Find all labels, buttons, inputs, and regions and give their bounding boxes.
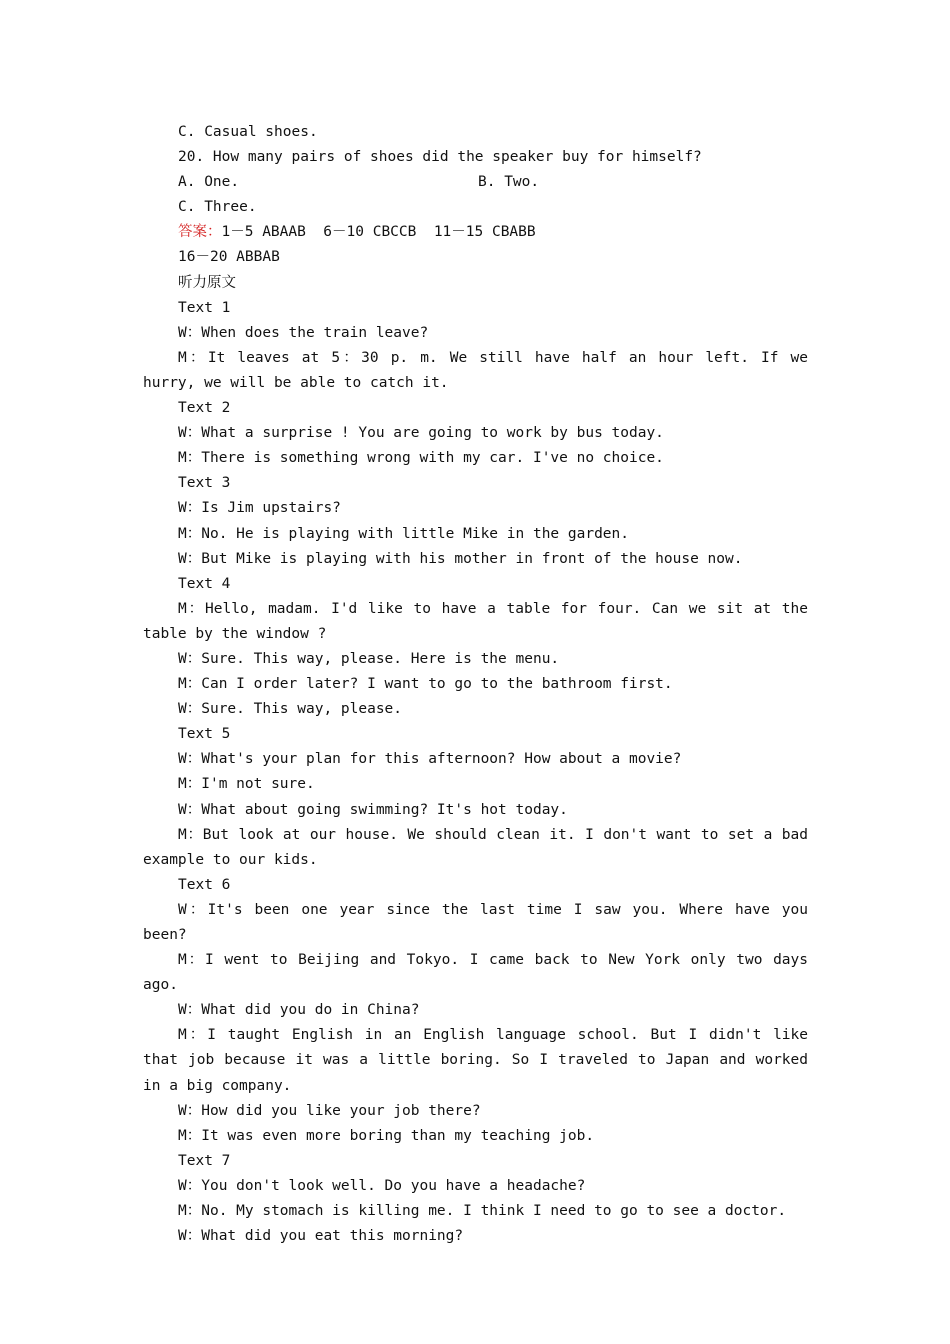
- transcript-line: W：Sure. This way, please.: [178, 701, 403, 718]
- transcript-line: M：But look at our house. We should clean it. I don't want to set a bad example to our kids.: [143, 826, 817, 868]
- q20-options-row: [143, 170, 808, 195]
- transcript-line: M：I went to Beijing and Tokyo. I came back to New York only two days ago.: [143, 952, 817, 994]
- q20-option-a: A. One.: [178, 174, 240, 191]
- transcript-line: W：What did you do in China?: [178, 1002, 420, 1019]
- document-page: [143, 120, 817, 1249]
- transcript-line: Text 2: [178, 400, 231, 417]
- transcript-line: W：When does the train leave?: [178, 324, 429, 341]
- transcript-line: M：It leaves at 5：30 p. m. We still have half an hour left. If we hurry, we will be able to catch it.: [143, 349, 817, 391]
- transcript-line: W：Sure. This way, please. Here is the menu.: [178, 650, 560, 667]
- transcript-line: W：What did you eat this morning?: [178, 1228, 464, 1245]
- transcript-line: Text 3: [178, 475, 231, 492]
- transcript-line: Text 1: [178, 299, 231, 316]
- transcript-line: M：It was even more boring than my teaching job.: [178, 1127, 595, 1144]
- q20-option-b: B. Two.: [478, 174, 540, 191]
- transcript-heading: 听力原文: [178, 274, 236, 291]
- answer-key-line-2: 16－20 ABBAB: [178, 249, 280, 266]
- transcript-line: W：What a surprise ! You are going to work by bus today.: [178, 425, 664, 442]
- transcript-line: M：I'm not sure.: [178, 776, 315, 793]
- transcript-line: W：How did you like your job there?: [178, 1102, 481, 1119]
- answer-key-text: 1－5 ABAAB 6－10 CBCCB 11－15 CBABB: [221, 224, 536, 241]
- transcript-line: W：It's been one year since the last time I saw you. Where have you been?: [143, 901, 817, 943]
- q20-stem: 20. How many pairs of shoes did the speaker buy for himself?: [178, 149, 702, 166]
- transcript-line: M：There is something wrong with my car. I've no choice.: [178, 450, 664, 467]
- q20-option-c: C. Three.: [178, 199, 257, 216]
- answer-label: 答案：: [178, 224, 222, 241]
- transcript-line: Text 7: [178, 1152, 231, 1169]
- transcript-line: M：I taught English in an English language school. But I didn't like that job because it was a little boring. So I traveled to Japan and worked in a big company.: [143, 1027, 817, 1094]
- transcript-line: Text 4: [178, 575, 231, 592]
- transcript-line: M：No. He is playing with little Mike in the garden.: [178, 525, 629, 542]
- answer-key-line-1: [143, 220, 808, 245]
- transcript-line: M：No. My stomach is killing me. I think I need to go to see a doctor.: [178, 1203, 787, 1220]
- transcript-line: W：What about going swimming? It's hot today.: [178, 801, 568, 818]
- transcript-line: Text 6: [178, 876, 231, 893]
- transcript-line: Text 5: [178, 726, 231, 743]
- transcript-line: M：Can I order later? I want to go to the bathroom first.: [178, 676, 673, 693]
- transcript-line: W：Is Jim upstairs?: [178, 500, 341, 517]
- transcript-line: W：You don't look well. Do you have a headache?: [178, 1177, 586, 1194]
- transcript-line: W：But Mike is playing with his mother in front of the house now.: [178, 550, 743, 567]
- transcript-line: W：What's your plan for this afternoon? How about a movie?: [178, 751, 682, 768]
- transcript-line: M：Hello, madam. I'd like to have a table for four. Can we sit at the table by the window ?: [143, 600, 817, 642]
- q19-option-c: C. Casual shoes.: [178, 124, 318, 140]
